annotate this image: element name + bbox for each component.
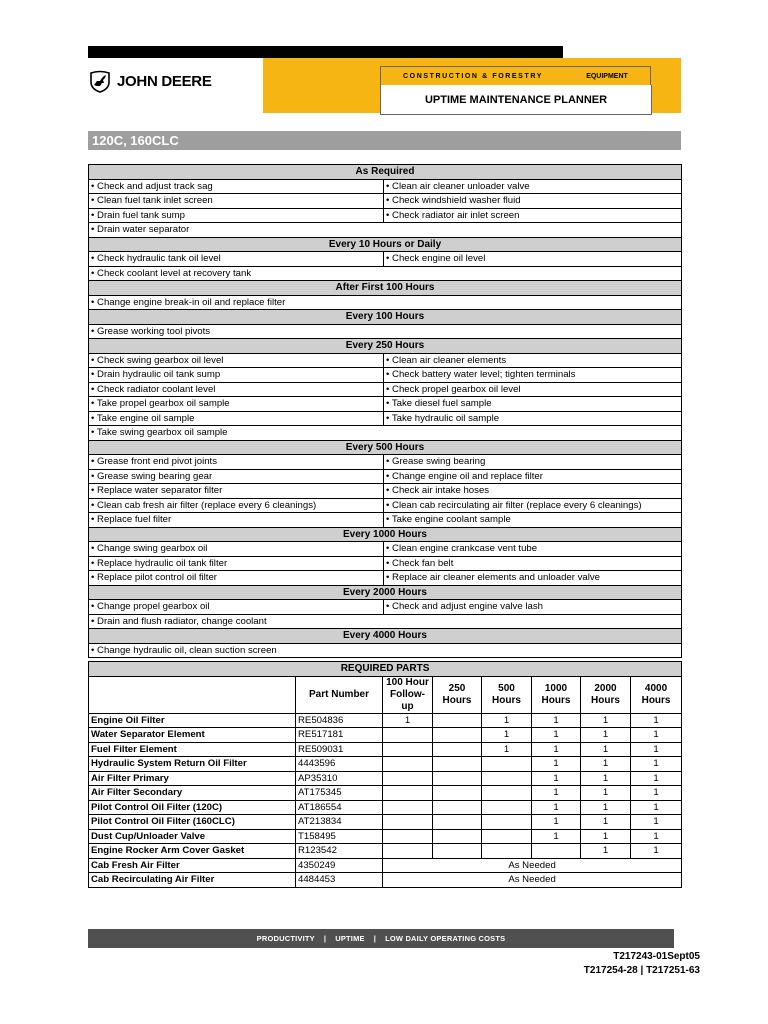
part-name: Dust Cup/Unloader Valve [89,829,296,844]
part-name: Air Filter Secondary [89,786,296,801]
part-quantity [383,757,433,772]
part-quantity [532,844,581,859]
part-quantity: 1 [482,713,532,728]
column-header: 4000 Hours [631,676,682,713]
part-quantity: 1 [482,728,532,743]
part-name: Engine Rocker Arm Cover Gasket [89,844,296,859]
part-row [89,713,682,728]
part-name: Cab Recirculating Air Filter [89,873,296,888]
task-item: • Take diesel fuel sample [384,397,682,412]
part-quantity: 1 [532,757,581,772]
part-name: Engine Oil Filter [89,713,296,728]
task-item: • Change engine oil and replace filter [384,469,682,484]
section-header-row [89,629,682,644]
task-row [89,353,682,368]
part-quantity [482,844,532,859]
part-number: AT186554 [296,800,383,815]
part-row [89,771,682,786]
division-label: CONSTRUCTION & FORESTRY [380,66,566,86]
part-row [89,815,682,830]
task-row [89,556,682,571]
part-row [89,858,682,873]
part-quantity: 1 [631,771,682,786]
part-row [89,873,682,888]
task-item: • Change propel gearbox oil [89,600,384,615]
task-item-empty [384,295,682,310]
header-top-bar [88,46,563,58]
part-quantity [482,786,532,801]
task-item: • Check radiator air inlet screen [384,208,682,223]
part-quantity: 1 [581,742,631,757]
part-quantity: 1 [631,815,682,830]
task-item: • Grease swing bearing gear [89,469,384,484]
part-quantity: 1 [631,829,682,844]
column-header: Part Number [296,676,383,713]
part-quantity [482,829,532,844]
part-quantity: 1 [581,757,631,772]
task-row [89,426,682,441]
task-item: • Take hydraulic oil sample [384,411,682,426]
task-item-empty [384,614,682,629]
task-item: • Replace air cleaner elements and unloader valve [384,571,682,586]
part-quantity [433,815,482,830]
task-row [89,208,682,223]
part-name: Air Filter Primary [89,771,296,786]
part-quantity [383,829,433,844]
task-row [89,469,682,484]
maintenance-schedule-table [88,164,682,658]
part-quantity [433,757,482,772]
footer-separator: | [373,934,377,943]
part-name: Pilot Control Oil Filter (160CLC) [89,815,296,830]
part-quantity: 1 [631,786,682,801]
task-row [89,643,682,658]
parts-title: REQUIRED PARTS [89,662,682,677]
task-item: • Clean engine crankcase vent tube [384,542,682,557]
task-row [89,571,682,586]
part-quantity: 1 [532,815,581,830]
part-name: Water Separator Element [89,728,296,743]
task-row [89,266,682,281]
as-needed-note: As Needed [383,858,682,873]
part-number: RE517181 [296,728,383,743]
task-item-empty [384,266,682,281]
part-name: Fuel Filter Element [89,742,296,757]
part-number: AT175345 [296,786,383,801]
column-header: 100 Hour Follow-up [383,676,433,713]
task-item: • Replace hydraulic oil tank filter [89,556,384,571]
part-number: 4443596 [296,757,383,772]
document-code-secondary: T217254-28 | T217251-63 [583,965,700,976]
part-quantity [482,757,532,772]
task-item-empty [384,223,682,238]
section-header-row [89,440,682,455]
parts-header-blank [89,676,296,713]
task-row [89,324,682,339]
part-quantity [433,800,482,815]
part-quantity: 1 [532,728,581,743]
part-quantity: 1 [581,829,631,844]
task-item: • Check hydraulic tank oil level [89,252,384,267]
document-code-primary: T217243-01Sept05 [613,951,700,962]
task-row [89,498,682,513]
part-name: Hydraulic System Return Oil Filter [89,757,296,772]
task-row [89,600,682,615]
task-item: • Check fan belt [384,556,682,571]
task-item: • Take engine oil sample [89,411,384,426]
part-number: AP35310 [296,771,383,786]
task-item: • Drain and flush radiator, change coolant [89,614,384,629]
task-row [89,252,682,267]
part-quantity: 1 [631,844,682,859]
page-title: UPTIME MAINTENANCE PLANNER [380,85,652,115]
part-name: Pilot Control Oil Filter (120C) [89,800,296,815]
section-header-row [89,237,682,252]
parts-title-row [89,662,682,677]
part-quantity: 1 [581,713,631,728]
task-item: • Drain water separator [89,223,384,238]
section-title: Every 2000 Hours [89,585,682,600]
section-header-row [89,165,682,180]
task-item: • Change engine break-in oil and replace filter [89,295,384,310]
task-row [89,455,682,470]
part-quantity: 1 [482,742,532,757]
part-quantity [383,815,433,830]
section-title: Every 250 Hours [89,339,682,354]
part-quantity: 1 [581,800,631,815]
part-quantity: 1 [581,771,631,786]
task-item: • Change hydraulic oil, clean suction screen [89,643,384,658]
part-row [89,786,682,801]
part-number: RE509031 [296,742,383,757]
task-item: • Drain fuel tank sump [89,208,384,223]
column-header: 1000 Hours [532,676,581,713]
task-item: • Clean fuel tank inlet screen [89,194,384,209]
column-header: 500 Hours [482,676,532,713]
task-row [89,513,682,528]
task-item: • Check and adjust track sag [89,179,384,194]
part-quantity: 1 [581,728,631,743]
part-quantity: 1 [631,757,682,772]
task-item: • Check coolant level at recovery tank [89,266,384,281]
part-quantity [433,742,482,757]
task-row [89,542,682,557]
part-quantity: 1 [581,786,631,801]
part-row [89,728,682,743]
task-item: • Replace fuel filter [89,513,384,528]
footer-slogan: PRODUCTIVITY [256,934,315,943]
section-header-row [89,339,682,354]
task-row [89,484,682,499]
section-header-row [89,585,682,600]
task-row [89,411,682,426]
column-header: 250 Hours [433,676,482,713]
part-quantity: 1 [631,742,682,757]
part-quantity [383,771,433,786]
part-quantity: 1 [532,786,581,801]
task-item-empty [384,426,682,441]
task-item: • Check swing gearbox oil level [89,353,384,368]
section-title: Every 100 Hours [89,310,682,325]
part-quantity: 1 [532,800,581,815]
task-item: • Grease swing bearing [384,455,682,470]
required-parts-table [88,661,682,888]
task-item: • Check battery water level; tighten terminals [384,368,682,383]
section-title: As Required [89,165,682,180]
part-quantity: 1 [631,728,682,743]
section-title: After First 100 Hours [89,281,682,296]
footer-slogan: UPTIME [335,934,365,943]
section-header-row [89,527,682,542]
task-row [89,382,682,397]
section-title: Every 4000 Hours [89,629,682,644]
part-quantity [433,786,482,801]
document-codes [584,950,700,978]
footer-bar [88,929,674,948]
section-header-row [89,281,682,296]
task-item: • Grease front end pivot joints [89,455,384,470]
as-needed-note: As Needed [383,873,682,888]
task-item: • Clean cab fresh air filter (replace every 6 cleanings) [89,498,384,513]
part-quantity: 1 [383,713,433,728]
parts-header-row [89,676,682,713]
task-item: • Clean air cleaner unloader valve [384,179,682,194]
task-row [89,368,682,383]
task-row [89,295,682,310]
part-quantity: 1 [532,742,581,757]
task-row [89,397,682,412]
task-item: • Check and adjust engine valve lash [384,600,682,615]
part-row [89,800,682,815]
part-quantity [383,786,433,801]
part-quantity: 1 [631,800,682,815]
deer-logo-icon [88,69,112,93]
task-row [89,179,682,194]
task-item: • Check propel gearbox oil level [384,382,682,397]
section-title: Every 1000 Hours [89,527,682,542]
part-quantity [482,815,532,830]
part-quantity: 1 [631,713,682,728]
task-item: • Check engine oil level [384,252,682,267]
part-name: Cab Fresh Air Filter [89,858,296,873]
model-bar: 120C, 160CLC [88,131,681,150]
part-quantity [482,771,532,786]
task-item: • Take swing gearbox oil sample [89,426,384,441]
task-item: • Drain hydraulic oil tank sump [89,368,384,383]
brand-name: JOHN DEERE [117,72,212,90]
task-item: • Grease working tool pivots [89,324,384,339]
part-row [89,844,682,859]
task-item-empty [384,324,682,339]
part-quantity [433,829,482,844]
part-quantity [433,713,482,728]
part-quantity: 1 [532,829,581,844]
part-quantity [383,742,433,757]
task-item: • Take engine coolant sample [384,513,682,528]
footer-slogan: LOW DAILY OPERATING COSTS [385,934,506,943]
task-item-empty [384,643,682,658]
part-quantity [433,771,482,786]
column-header: 2000 Hours [581,676,631,713]
category-label: EQUIPMENT [564,66,651,86]
task-item: • Take propel gearbox oil sample [89,397,384,412]
part-number: 4350249 [296,858,383,873]
part-quantity [383,728,433,743]
footer-separator: | [323,934,327,943]
part-row [89,742,682,757]
task-row [89,194,682,209]
brand-logo [88,66,212,96]
task-item: • Clean cab recirculating air filter (replace every 6 cleanings) [384,498,682,513]
part-number: T158495 [296,829,383,844]
section-title: Every 500 Hours [89,440,682,455]
task-item: • Clean air cleaner elements [384,353,682,368]
part-number: R123542 [296,844,383,859]
part-quantity [383,800,433,815]
task-row [89,223,682,238]
part-quantity: 1 [532,771,581,786]
part-quantity: 1 [532,713,581,728]
section-title: Every 10 Hours or Daily [89,237,682,252]
part-number: 4484453 [296,873,383,888]
part-row [89,829,682,844]
task-item: • Check air intake hoses [384,484,682,499]
task-row [89,614,682,629]
section-header-row [89,310,682,325]
part-number: AT213834 [296,815,383,830]
part-quantity: 1 [581,815,631,830]
part-quantity [482,800,532,815]
part-quantity [433,728,482,743]
task-item: • Replace water separator filter [89,484,384,499]
task-item: • Check radiator coolant level [89,382,384,397]
part-quantity: 1 [581,844,631,859]
task-item: • Check windshield washer fluid [384,194,682,209]
part-quantity [383,844,433,859]
task-item: • Change swing gearbox oil [89,542,384,557]
task-item: • Replace pilot control oil filter [89,571,384,586]
part-number: RE504836 [296,713,383,728]
part-row [89,757,682,772]
part-quantity [433,844,482,859]
